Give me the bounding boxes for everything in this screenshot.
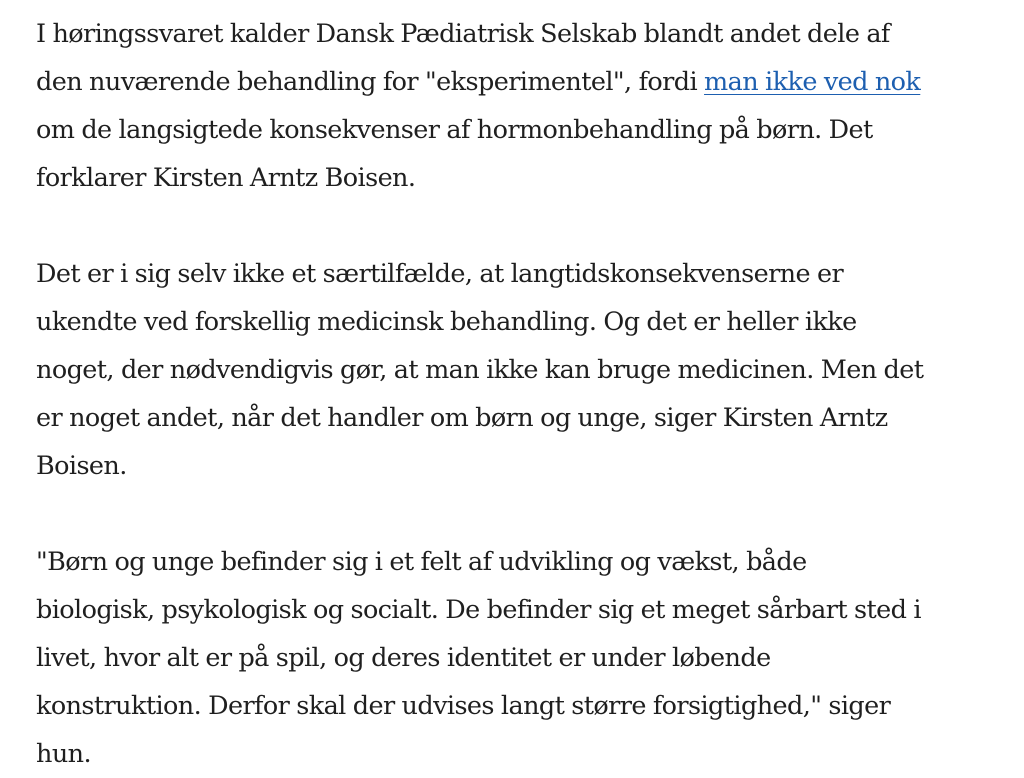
paragraph-line: Boisen. xyxy=(36,451,127,481)
paragraph-line: ukendte ved forskellig medicinsk behandling. Og det er heller ikke xyxy=(36,307,857,337)
paragraph-line: er noget andet, når det handler om børn og unge, siger Kirsten Arntz xyxy=(36,403,888,433)
paragraph-line: I høringssvaret kalder Dansk Pædiatrisk Selskab blandt andet dele af xyxy=(36,19,890,49)
paragraph-line: konstruktion. Derfor skal der udvises langt større forsigtighed," siger xyxy=(36,691,891,721)
paragraph-line: noget, der nødvendigvis gør, at man ikke kan bruge medicinen. Men det xyxy=(36,355,924,385)
paragraph-3-quote xyxy=(36,538,996,778)
inline-link-man-ikke-ved-nok[interactable]: man ikke ved nok xyxy=(704,67,921,97)
paragraph-line: "Børn og unge befinder sig i et felt af udvikling og vækst, både xyxy=(36,547,807,577)
paragraph-line: biologisk, psykologisk og socialt. De befinder sig et meget sårbart sted i xyxy=(36,595,921,625)
paragraph-text: den nuværende behandling for "eksperimentel", fordi xyxy=(36,67,705,97)
article-body xyxy=(36,10,996,778)
paragraph-line: Det er i sig selv ikke et særtilfælde, at langtidskonsekvenserne er xyxy=(36,259,844,289)
paragraph-line xyxy=(36,58,996,106)
paragraph-line: livet, hvor alt er på spil, og deres identitet er under løbende xyxy=(36,643,771,673)
paragraph-1 xyxy=(36,10,996,202)
paragraph-line: forklarer Kirsten Arntz Boisen. xyxy=(36,163,416,193)
paragraph-line: om de langsigtede konsekvenser af hormonbehandling på børn. Det xyxy=(36,115,873,145)
paragraph-2 xyxy=(36,250,996,490)
paragraph-line: hun. xyxy=(36,739,91,769)
